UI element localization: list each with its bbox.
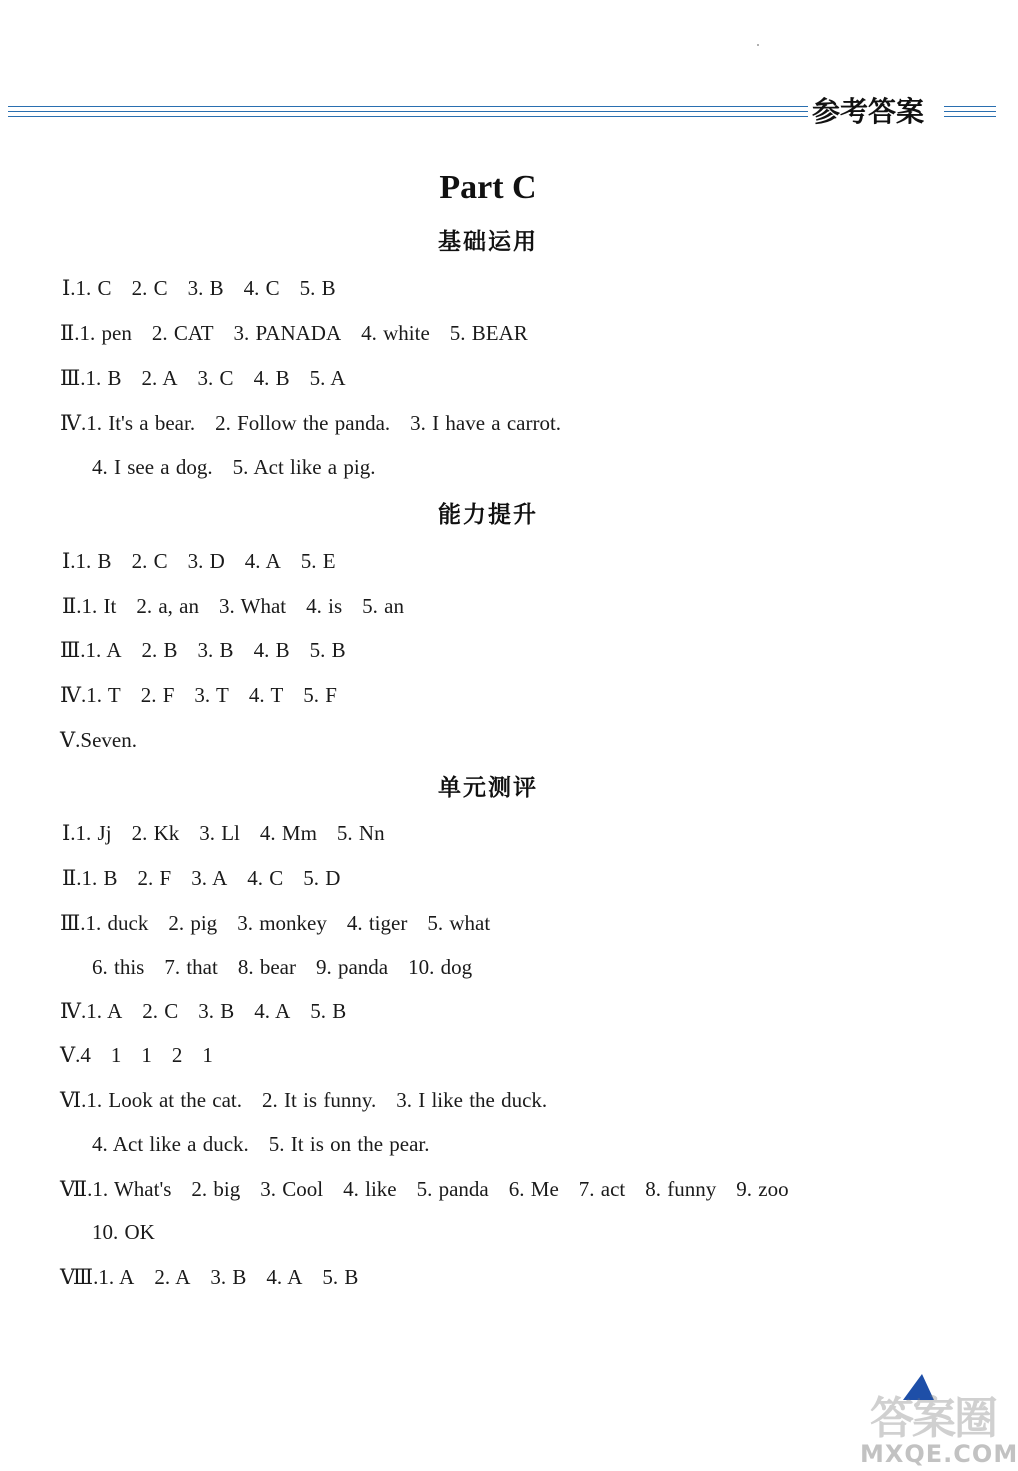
header-rule-bottom xyxy=(8,116,808,117)
answer-item: 1. T xyxy=(86,683,121,707)
answer-line xyxy=(60,1040,213,1070)
answer-item: 5. BEAR xyxy=(449,321,528,345)
answer-item: 2. Follow the panda. xyxy=(215,411,391,435)
header-rule-mid xyxy=(8,111,808,112)
answer-item: 6. this xyxy=(92,955,145,979)
part-title: Part C xyxy=(439,169,537,206)
question-number: Ⅷ. xyxy=(60,1265,99,1289)
answer-item: 1. It xyxy=(81,594,117,618)
answer-item: 9. panda xyxy=(315,955,389,979)
answer-item: 5. B xyxy=(322,1265,359,1289)
question-number: Ⅶ. xyxy=(60,1177,93,1201)
question-number: Ⅵ. xyxy=(60,1088,87,1112)
answer-item: 4. white xyxy=(361,321,430,345)
speck xyxy=(757,44,759,46)
answer-item: 7. that xyxy=(164,955,218,979)
answer-item: 3. B xyxy=(210,1265,247,1289)
answer-item: 5. Act like a pig. xyxy=(232,455,376,479)
answer-line xyxy=(62,273,336,303)
answer-item: 7. act xyxy=(578,1177,626,1201)
section-title: 基础运用 xyxy=(438,229,538,255)
question-number: Ⅰ. xyxy=(62,821,76,845)
answer-item: 5. E xyxy=(300,549,336,573)
answer-item: 2. C xyxy=(142,999,179,1023)
section-title: 单元测评 xyxy=(438,775,538,801)
answer-item: 4. I see a dog. xyxy=(92,455,213,479)
answer-item: 10. dog xyxy=(408,955,473,979)
answer-item: 1. B xyxy=(85,366,122,390)
question-number: Ⅰ. xyxy=(62,276,76,300)
answer-item: 2. F xyxy=(140,683,175,707)
question-number: Ⅲ. xyxy=(60,366,86,390)
answer-line xyxy=(60,363,346,393)
answer-item: 1. A xyxy=(86,999,123,1023)
answer-line xyxy=(60,725,137,755)
answer-item: 5. Nn xyxy=(336,821,385,845)
answer-item: 1 xyxy=(110,1043,122,1067)
answer-line xyxy=(92,452,375,482)
answer-item: 3. T xyxy=(194,683,229,707)
answer-line xyxy=(92,1217,155,1247)
answer-item: 4. tiger xyxy=(346,911,408,935)
answer-item: 5. F xyxy=(303,683,337,707)
answer-item: 2 xyxy=(171,1043,183,1067)
answer-item: 2. It is funny. xyxy=(262,1088,377,1112)
answer-item: 4. Mm xyxy=(259,821,317,845)
answer-item: 3. Ll xyxy=(199,821,240,845)
header-rule-right-bottom xyxy=(944,116,996,117)
answer-item: 4. B xyxy=(253,638,290,662)
header-rule-top xyxy=(8,106,808,107)
answer-item: 3. I like the duck. xyxy=(396,1088,548,1112)
answer-item: Seven. xyxy=(80,728,137,752)
answer-item: 4 xyxy=(80,1043,91,1067)
answer-line xyxy=(60,680,337,710)
question-number: Ⅴ. xyxy=(60,728,81,752)
answer-item: 4. Act like a duck. xyxy=(92,1132,249,1156)
answer-item: 2. big xyxy=(191,1177,241,1201)
answer-item: 5. It is on the pear. xyxy=(268,1132,430,1156)
answer-item: 3. C xyxy=(197,366,234,390)
answer-item: 1 xyxy=(202,1043,213,1067)
answer-item: 3. Cool xyxy=(260,1177,324,1201)
answer-item: 1. Jj xyxy=(75,821,112,845)
watermark-site: MXQE.COM xyxy=(860,1440,1018,1468)
answer-item: 1. B xyxy=(75,549,112,573)
answer-line xyxy=(62,591,404,621)
answer-item: 5. an xyxy=(362,594,404,618)
question-number: Ⅳ. xyxy=(60,999,87,1023)
answer-line xyxy=(60,408,561,438)
answer-item: 5. what xyxy=(427,911,491,935)
answer-item: 2. CAT xyxy=(151,321,214,345)
answer-line xyxy=(62,863,340,893)
answer-item: 2. Kk xyxy=(131,821,180,845)
section-title: 能力提升 xyxy=(438,502,538,528)
question-number: Ⅲ. xyxy=(60,638,86,662)
answer-item: 2. B xyxy=(141,638,178,662)
answer-item: 3. PANADA xyxy=(233,321,342,345)
answer-line xyxy=(92,952,472,982)
page-header xyxy=(0,92,1000,132)
answer-item: 1 xyxy=(141,1043,152,1067)
answer-line xyxy=(60,1262,358,1292)
answer-item: 2. F xyxy=(137,866,172,890)
answer-item: 1. What's xyxy=(92,1177,172,1201)
header-rule-right-top xyxy=(944,106,996,107)
header-title: 参考答案 xyxy=(812,95,925,128)
header-rule-right-mid xyxy=(944,111,996,112)
answer-item: 2. A xyxy=(154,1265,191,1289)
question-number: Ⅳ. xyxy=(60,683,87,707)
answer-item: 1. duck xyxy=(85,911,149,935)
answer-item: 4. is xyxy=(306,594,343,618)
answer-item: 1. pen xyxy=(79,321,132,345)
answer-item: 2. C xyxy=(131,549,168,573)
answer-item: 4. A xyxy=(266,1265,303,1289)
answer-line xyxy=(60,908,490,938)
question-number: Ⅱ. xyxy=(62,594,82,618)
answer-item: 1. C xyxy=(75,276,112,300)
answer-item: 4. T xyxy=(248,683,284,707)
answer-item: 9. zoo xyxy=(736,1177,789,1201)
answer-item: 3. I have a carrot. xyxy=(410,411,562,435)
watermark-logo xyxy=(850,1382,1018,1471)
answer-item: 5. B xyxy=(299,276,336,300)
answer-item: 5. D xyxy=(303,866,341,890)
answer-item: 5. B xyxy=(310,999,347,1023)
answer-line xyxy=(62,546,336,576)
question-number: Ⅰ. xyxy=(62,549,76,573)
answer-item: 6. Me xyxy=(508,1177,559,1201)
answer-line xyxy=(60,1085,547,1115)
answer-item: 5. B xyxy=(309,638,346,662)
answer-item: 3. monkey xyxy=(237,911,327,935)
answer-item: 2. pig xyxy=(168,911,218,935)
answer-line xyxy=(60,996,346,1026)
answer-item: 1. It's a bear. xyxy=(86,411,196,435)
answer-item: 1. Look at the cat. xyxy=(86,1088,242,1112)
answer-item: 8. bear xyxy=(237,955,296,979)
answer-line xyxy=(92,1129,430,1159)
answer-line xyxy=(60,635,346,665)
answer-item: 4. A xyxy=(254,999,291,1023)
answer-item: 1. B xyxy=(81,866,118,890)
answer-line xyxy=(60,318,528,348)
answer-line xyxy=(60,1174,789,1204)
question-number: Ⅱ. xyxy=(62,866,82,890)
answer-item: 8. funny xyxy=(645,1177,717,1201)
answer-item: 3. What xyxy=(219,594,287,618)
question-number: Ⅴ. xyxy=(60,1043,81,1067)
answer-item: 4. C xyxy=(243,276,280,300)
answer-item: 5. A xyxy=(309,366,346,390)
answer-item: 2. C xyxy=(131,276,168,300)
answer-item: 3. B xyxy=(198,999,235,1023)
answer-item: 1. A xyxy=(98,1265,135,1289)
question-number: Ⅲ. xyxy=(60,911,86,935)
answer-item: 2. A xyxy=(141,366,178,390)
answer-item: 3. B xyxy=(197,638,234,662)
question-number: Ⅱ. xyxy=(60,321,80,345)
answer-item: 1. A xyxy=(85,638,122,662)
answer-item: 4. A xyxy=(244,549,281,573)
answer-item: 3. A xyxy=(191,866,228,890)
answer-item: 4. like xyxy=(343,1177,397,1201)
answer-item: 10. OK xyxy=(92,1220,155,1244)
answer-item: 4. B xyxy=(253,366,290,390)
answer-item: 4. C xyxy=(247,866,284,890)
question-number: Ⅳ. xyxy=(60,411,87,435)
answer-line xyxy=(62,818,385,848)
answer-item: 3. B xyxy=(187,276,224,300)
answer-item: 5. panda xyxy=(416,1177,489,1201)
answer-item: 2. a, an xyxy=(136,594,200,618)
answer-item: 3. D xyxy=(187,549,225,573)
watermark-main: 答案圈 xyxy=(870,1393,996,1444)
